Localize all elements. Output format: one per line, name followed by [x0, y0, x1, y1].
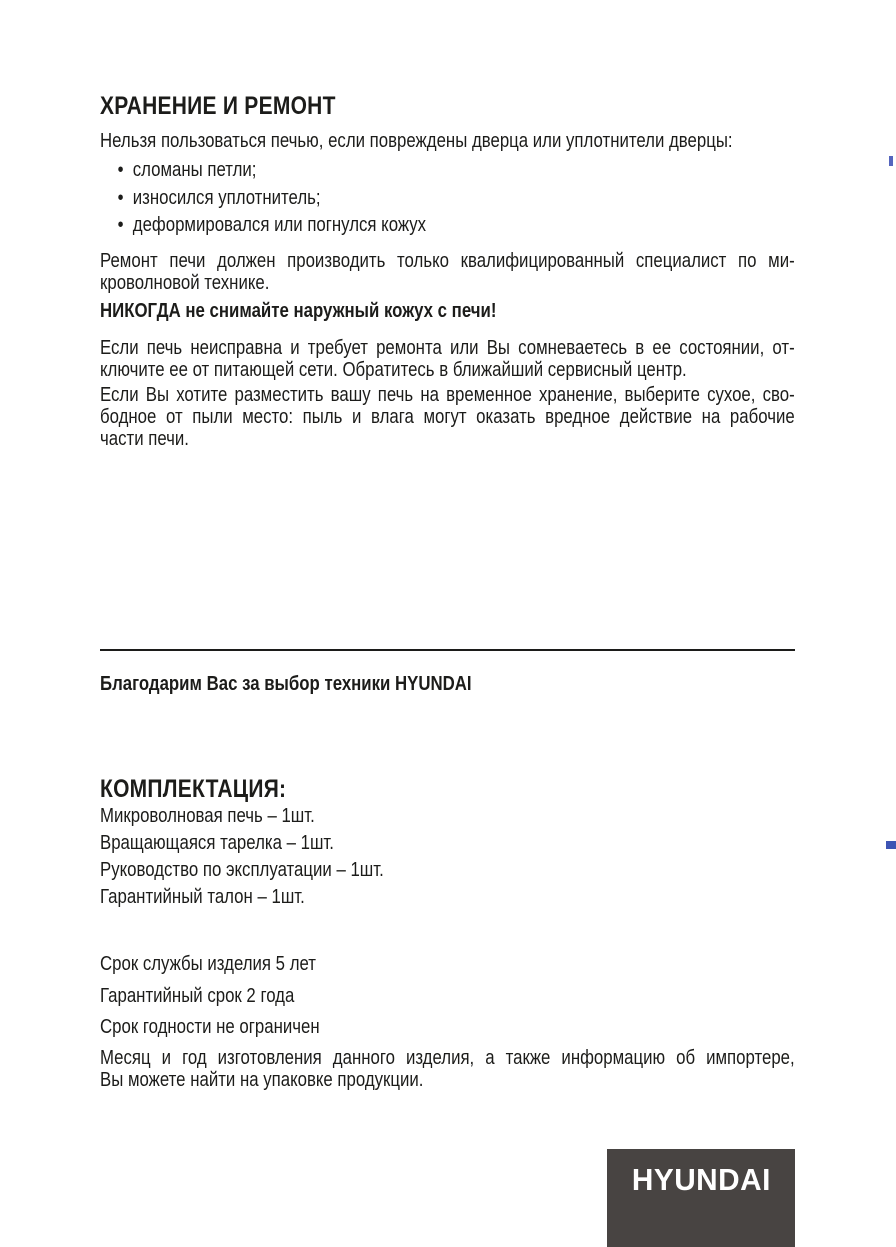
- text-line: Если печь неисправна и требует ремонта или Вы сомневаетесь в ее состоянии, от-: [100, 337, 795, 359]
- list-item-text: сломаны петли;: [132, 159, 257, 181]
- heading-text: КОМПЛЕКТАЦИЯ:: [100, 775, 287, 803]
- warning-line: [100, 300, 896, 322]
- text-line: Гарантийный талон – 1шт.: [100, 886, 305, 908]
- service-paragraph: [100, 337, 896, 381]
- text-line: Срок службы изделия 5 лет: [100, 953, 316, 975]
- text-line: Вращающаяся тарелка – 1шт.: [100, 832, 334, 854]
- list-item: [100, 185, 795, 213]
- section-storage-heading: [100, 93, 896, 119]
- text-line: Гарантийный срок 2 года: [100, 984, 295, 1007]
- horizontal-divider: [100, 649, 795, 651]
- list-item: [100, 212, 795, 240]
- hyundai-logo-text: HYUNDAI: [631, 1162, 771, 1197]
- list-item: [100, 157, 795, 185]
- page-edge-mark: [886, 841, 896, 849]
- text-line: Месяц и год изготовления данного изделия, а также информацию об импортере,: [100, 1047, 795, 1069]
- text-line: ключите ее от питающей сети. Обратитесь в ближайший сервисный центр.: [100, 359, 687, 381]
- warning-text: НИКОГДА не снимайте наружный кожух с печи!: [100, 300, 497, 322]
- heading-text: ХРАНЕНИЕ И РЕМОНТ: [100, 92, 336, 120]
- hyundai-logo: [607, 1149, 795, 1247]
- temporary-storage-paragraph: [100, 384, 896, 450]
- package-contents-list: [100, 803, 896, 911]
- text-line: Срок годности не ограничен: [100, 1016, 320, 1038]
- repair-paragraph: [100, 250, 896, 294]
- text-line: Вы можете найти на упаковке продукции.: [100, 1069, 424, 1091]
- page-edge-mark: [889, 156, 893, 166]
- text-line: Если Вы хотите разместить вашу печь на временное хранение, выберите сухое, сво-: [100, 384, 795, 406]
- text-line: Ремонт печи должен производить только квалифицированный специалист по ми-: [100, 250, 795, 272]
- text-line: кроволновой технике.: [100, 272, 270, 294]
- text-line: бодное от пыли место: пыль и влага могут оказать вредное действие на рабочие: [100, 406, 795, 428]
- bullet-icon: •: [117, 214, 124, 236]
- bullet-icon: •: [117, 159, 124, 181]
- thanks-text: Благодарим Вас за выбор техники HYUNDAI: [100, 673, 472, 695]
- list-item-text: износился уплотнитель;: [132, 186, 321, 209]
- manufacture-info-paragraph: [100, 1047, 896, 1091]
- service-terms-list: [100, 949, 896, 1044]
- list-item-text: деформировался или погнулся кожух: [132, 214, 427, 236]
- text-line: Микроволновая печь – 1шт.: [100, 805, 315, 827]
- section-package-heading: [100, 776, 896, 802]
- storage-intro-paragraph: [100, 130, 896, 152]
- thanks-line: [100, 673, 896, 695]
- damage-bullet-list: [100, 157, 896, 240]
- bullet-icon: •: [117, 186, 124, 209]
- text-line: части печи.: [100, 428, 189, 450]
- text-line: Руководство по эксплуатации – 1шт.: [100, 859, 384, 881]
- paragraph-text: Нельзя пользоваться печью, если повреждены дверца или уплотнители дверцы:: [100, 130, 733, 152]
